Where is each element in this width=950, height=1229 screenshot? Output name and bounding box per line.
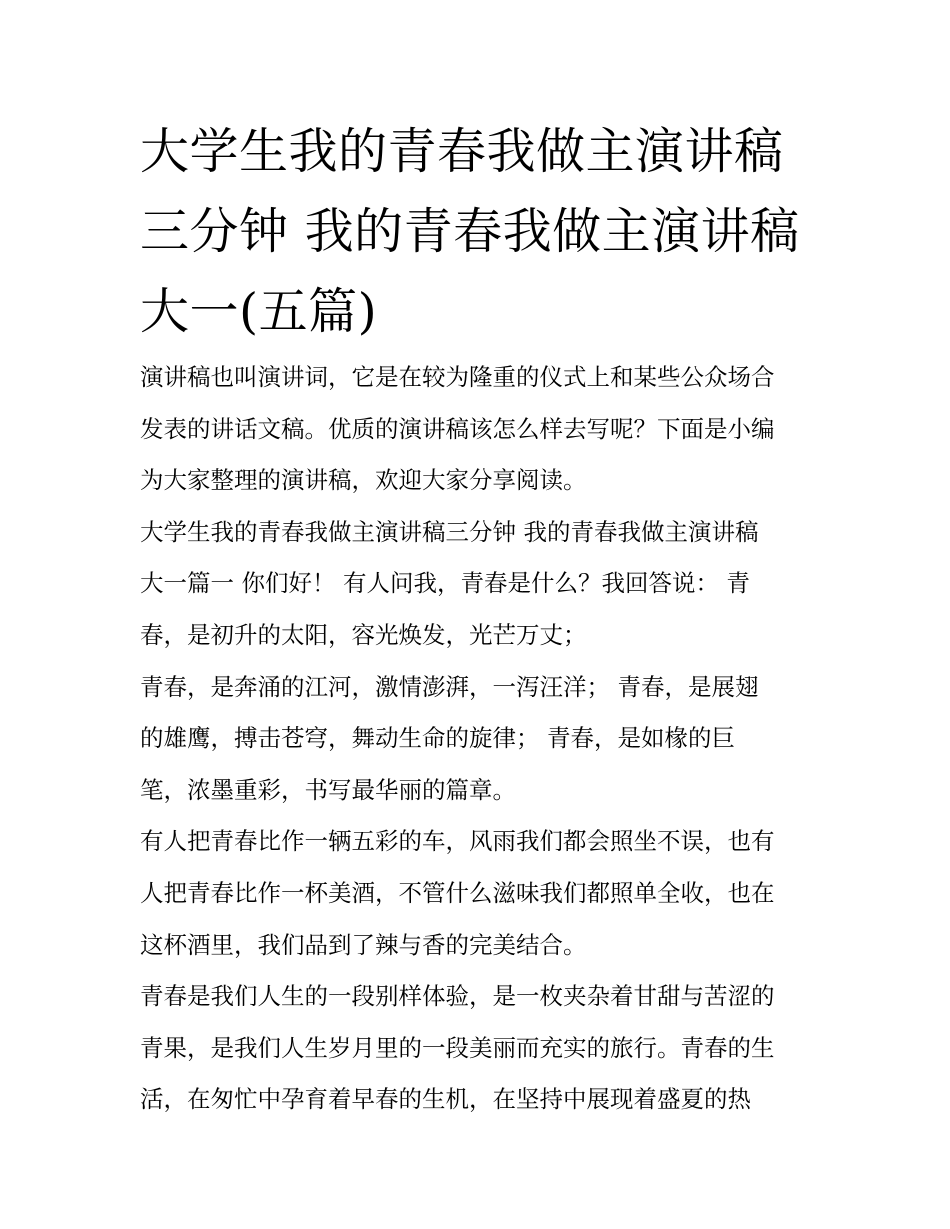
text-line: 笔，浓墨重彩，书写最华丽的篇章。 bbox=[140, 775, 516, 804]
title-line: 大一(五篇) bbox=[140, 283, 378, 340]
title-line: 三分钟 我的青春我做主演讲稿 bbox=[140, 203, 800, 260]
text-line: 人把青春比作一杯美酒，不管什么滋味我们都照单全收，也在 bbox=[140, 878, 775, 907]
text-line: 春，是初升的太阳，容光焕发，光芒万丈； bbox=[140, 620, 587, 649]
paragraph-life-experience bbox=[140, 971, 830, 1126]
text-line: 活，在匆忙中孕育着早春的生机，在坚持中展现着盛夏的热 bbox=[140, 1085, 751, 1114]
text-line: 演讲稿也叫演讲词，它是在较为隆重的仪式上和某些公众场合 bbox=[140, 363, 775, 391]
paragraph-intro bbox=[140, 352, 830, 507]
text-line: 青果，是我们人生岁月里的一段美丽而充实的旅行。青春的生 bbox=[140, 1033, 775, 1062]
text-line: 大一篇一 你们好！ 有人问我，青春是什么？我回答说： 青 bbox=[140, 569, 750, 598]
text-line: 为大家整理的演讲稿，欢迎大家分享阅读。 bbox=[140, 466, 587, 495]
title-line: 大学生我的青春我做主演讲稿 bbox=[140, 123, 784, 180]
document-body bbox=[140, 352, 830, 1126]
paragraph-section-heading bbox=[140, 507, 830, 662]
text-line: 大学生我的青春我做主演讲稿三分钟 我的青春我做主演讲稿 bbox=[140, 517, 759, 546]
text-line: 有人把青春比作一辆五彩的车，风雨我们都会照坐不误，也有 bbox=[140, 827, 775, 856]
text-line: 青春是我们人生的一段别样体验，是一枚夹杂着甘甜与苦涩的 bbox=[140, 982, 775, 1011]
document-title bbox=[140, 112, 820, 352]
paragraph-youth-metaphors bbox=[140, 662, 830, 817]
text-line: 这杯酒里，我们品到了辣与香的完美结合。 bbox=[140, 930, 587, 959]
text-line: 青春，是奔涌的江河，激情澎湃，一泻汪洋； 青春，是展翅 bbox=[140, 672, 759, 701]
text-line: 发表的讲话文稿。优质的演讲稿该怎么样去写呢？下面是小编 bbox=[140, 414, 775, 443]
paragraph-car-wine bbox=[140, 816, 830, 971]
text-line: 的雄鹰，搏击苍穹，舞动生命的旋律； 青春，是如椽的巨 bbox=[140, 724, 735, 753]
